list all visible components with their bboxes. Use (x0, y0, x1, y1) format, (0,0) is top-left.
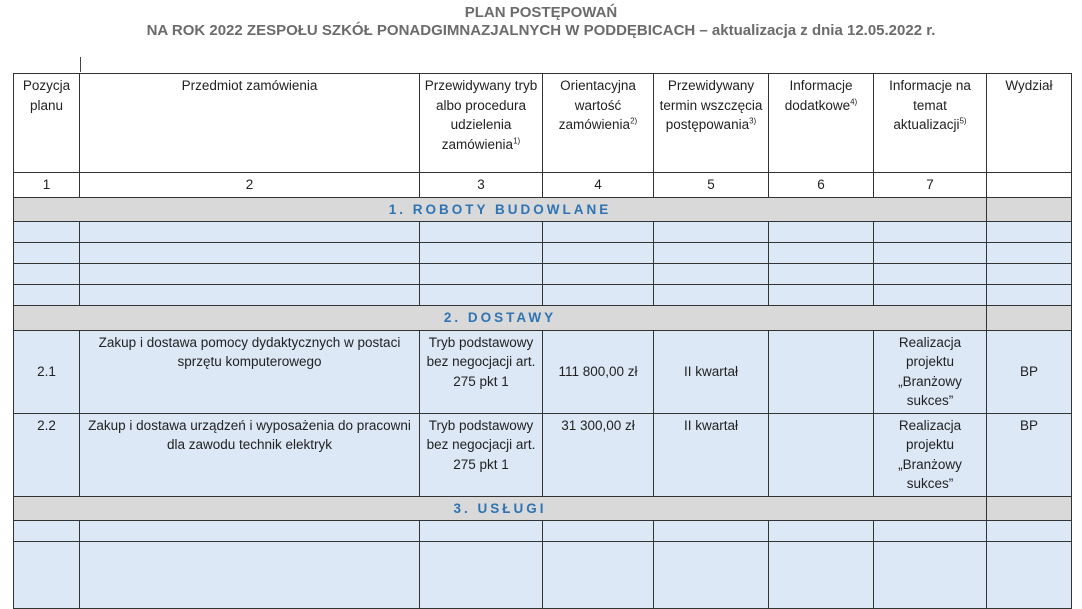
section-row-uslugi (14, 496, 1072, 521)
cell-wartosc: 31 300,00 zł (543, 413, 654, 496)
column-number: 4 (543, 173, 654, 198)
empty-cell (987, 197, 1072, 222)
empty-cell (987, 306, 1072, 331)
cell-aktualizacja: Realizacja projektu „Branżowy sukces” (874, 413, 987, 496)
header-wartosc: Orientacyjna wartość zamówienia$^{2)}$ (543, 74, 654, 173)
footnote-1: 1) (513, 136, 521, 145)
cell-aktualizacja: Realizacja projektu „Branżowy sukces” (874, 330, 987, 413)
header-tryb: Przewidywany tryb albo procedura udzielenia zamówienia$^{1)}$ (420, 74, 543, 173)
footnote-4: 4) (850, 97, 858, 106)
section-row-roboty (14, 197, 1072, 222)
section-title: 3. USŁUGI (14, 496, 987, 521)
section-title: 2. DOSTAWY (14, 306, 987, 331)
cell-wydzial: BP (987, 330, 1072, 413)
cell-przedmiot: Zakup i dostawa pomocy dydaktycznych w postaci sprzętu komputerowego (80, 330, 420, 413)
header-przedmiot: Przedmiot zamówienia (80, 74, 420, 173)
column-number: 3 (420, 173, 543, 198)
text-cursor (80, 57, 81, 72)
section-title: 1. ROBOTY BUDOWLANE (14, 197, 987, 222)
cell-wydzial: BP (987, 413, 1072, 496)
column-number: 5 (654, 173, 769, 198)
cell-pozycja: 2.1 (14, 330, 80, 413)
empty-row (14, 222, 1072, 243)
cell-tryb: Tryb podstawowy bez negocjacji art. 275 pkt 1 (420, 330, 543, 413)
footnote-5: 5) (959, 116, 967, 126)
header-pozycja: Pozycja planu (14, 74, 80, 173)
column-number-row (14, 173, 1072, 198)
empty-cell (987, 496, 1072, 521)
cell-pozycja: 2.2 (14, 413, 80, 496)
cell-termin: II kwartał (654, 330, 769, 413)
header-wydzial: Wydział (987, 74, 1072, 173)
cell-tryb: Tryb podstawowy bez negocjacji art. 275 pkt 1 (420, 413, 543, 496)
header-aktualizacja: Informacje na temat aktualizacji$^{5)}$ (874, 74, 987, 173)
cell-wartosc: 111 800,00 zł (543, 330, 654, 413)
table-header-row (14, 74, 1072, 173)
document-title: PLAN POSTĘPOWAŃ (464, 4, 618, 21)
column-number: 7 (874, 173, 987, 198)
table-row (14, 330, 1072, 413)
table-row (14, 413, 1072, 496)
empty-row (14, 243, 1072, 264)
empty-row (14, 285, 1072, 306)
column-number (987, 173, 1072, 198)
header-info: Informacje dodatkowe$^{4)}$ (769, 74, 874, 173)
footnote-2: 2) (630, 116, 638, 126)
column-number: 6 (769, 173, 874, 198)
header-termin: Przewidywany termin wszczęcia postępowania$^{3)}$ (654, 74, 769, 173)
column-number: 1 (14, 173, 80, 198)
cell-info (769, 330, 874, 413)
column-number: 2 (80, 173, 420, 198)
empty-row (14, 542, 1072, 609)
cell-termin: II kwartał (654, 413, 769, 496)
cell-przedmiot: Zakup i dostawa urządzeń i wyposażenia do pracowni dla zawodu technik elektryk (80, 413, 420, 496)
procurement-plan-table (13, 73, 1072, 609)
empty-row (14, 521, 1072, 542)
empty-row (14, 264, 1072, 285)
section-row-dostawy (14, 306, 1072, 331)
document-subtitle: NA ROK 2022 ZESPOŁU SZKÓŁ PONADGIMNAZJALNYCH W PODDĘBICACH – aktualizacja z dnia 12.05.2022 r. (146, 22, 936, 39)
footnote-3: 3) (749, 116, 757, 126)
cell-info (769, 413, 874, 496)
